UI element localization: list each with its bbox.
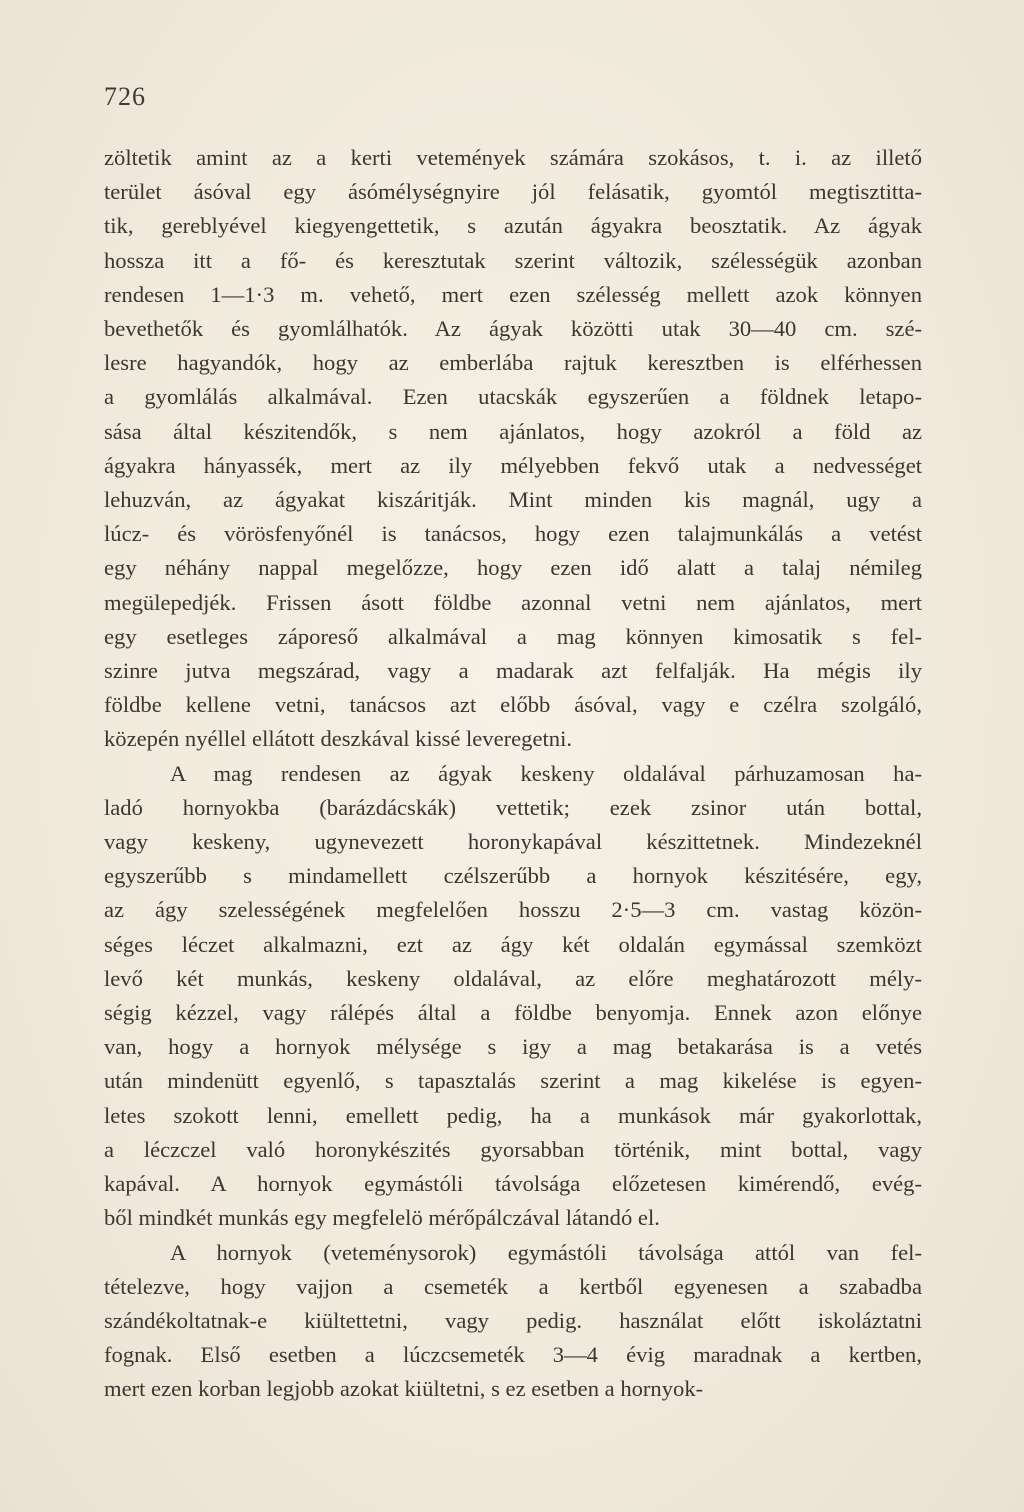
page-number: 726: [104, 82, 146, 111]
text-line: levő két munkás, keskeny oldalával, az előre meghatározott mély-: [104, 965, 922, 991]
paragraph: [104, 757, 922, 1236]
text-line: ladó hornyokba (barázdácskák) vettetik; ezek zsinor után bottal,: [104, 794, 922, 820]
text-line: fognak. Első esetben a lúczcsemeték 3—4 évig maradnak a kertben,: [104, 1342, 922, 1368]
text-line: ágyakra hányassék, mert az ily mélyebben fekvő utak a nedvességet: [104, 452, 922, 478]
text-line: a gyomlálás alkalmával. Ezen utacskák egyszerűen a földnek letapo-: [104, 384, 922, 410]
text-line: az ágy szelességének megfelelően hosszu 2·5—3 cm. vastag közön-: [104, 897, 922, 923]
text-line: a léczczel való horonykészités gyorsabban történik, mint bottal, vagy: [104, 1136, 922, 1162]
text-line: rendesen 1—1·3 m. vehető, mert ezen szélesség mellett azok könnyen: [104, 281, 922, 307]
text-line: egy néhány nappal megelőzze, hogy ezen idő alatt a talaj némileg: [104, 555, 922, 581]
text-line: vagy keskeny, ugynevezett horonykapával készittetnek. Mindezeknél: [104, 829, 922, 855]
text-line: letes szokott lenni, emellett pedig, ha a munkások már gyakorlottak,: [104, 1102, 922, 1128]
body-text: [104, 141, 922, 1407]
text-line: megülepedjék. Frissen ásott földbe azonnal vetni nem ajánlatos, mert: [104, 589, 922, 615]
paragraph: [104, 141, 922, 757]
text-line: ből mindkét munkás egy megfelelö mérőpálczával látandó el.: [104, 1205, 660, 1231]
text-line: hossza itt a fő- és keresztutak szerint változik, szélességük azonban: [104, 247, 922, 273]
text-line: közepén nyéllel ellátott deszkával kissé leveregetni.: [104, 726, 573, 752]
text-line: szinre jutva megszárad, vagy a madarak azt felfalják. Ha mégis ily: [104, 658, 922, 684]
text-line: ségig kézzel, vagy rálépés által a földbe benyomja. Ennek azon előnye: [104, 1000, 922, 1026]
text-line: lehuzván, az ágyakat kiszáritják. Mint minden kis magnál, ugy a: [104, 487, 922, 513]
text-line: kapával. A hornyok egymástóli távolsága előzetesen kimérendő, evég-: [104, 1171, 922, 1197]
text-line: terület ásóval egy ásómélységnyire jól felásatik, gyomtól megtisztitta-: [104, 179, 922, 205]
text-line: A mag rendesen az ágyak keskeny oldalával párhuzamosan ha-: [170, 760, 922, 786]
text-line: tételezve, hogy vajjon a csemeték a kertből egyenesen a szabadba: [104, 1273, 922, 1299]
text-line: egy esetleges záporeső alkalmával a mag könnyen kimosatik s fel-: [104, 623, 922, 649]
text-line: lesre hagyandók, hogy az emberlába rajtuk keresztben is elférhessen: [104, 350, 922, 376]
text-line: után mindenütt egyenlő, s tapasztalás szerint a mag kikelése is egyen-: [104, 1068, 922, 1094]
text-line: lúcz- és vörösfenyőnél is tanácsos, hogy ezen talajmunkálás a vetést: [104, 521, 922, 547]
text-line: egyszerűbb s mindamellett czélszerűbb a hornyok készitésére, egy,: [104, 863, 922, 889]
text-line: földbe kellene vetni, tanácsos azt előbb ásóval, vagy e czélra szolgáló,: [104, 692, 922, 718]
text-line: tik, gereblyével kiegyengettetik, s azután ágyakra beosztatik. Az ágyak: [104, 213, 922, 239]
text-line: séges léczet alkalmazni, ezt az ágy két oldalán egymással szemközt: [104, 931, 922, 957]
text-line: zöltetik amint az a kerti vetemények számára szokásos, t. i. az illető: [104, 145, 922, 170]
text-line: sása által készitendők, s nem ajánlatos, hogy azokról a föld az: [104, 418, 922, 444]
text-line: bevethetők és gyomlálhatók. Az ágyak közötti utak 30—40 cm. szé-: [104, 316, 922, 342]
text-line: van, hogy a hornyok mélysége s igy a mag betakarása is a vetés: [104, 1034, 922, 1060]
text-line: mert ezen korban legjobb azokat kiültetni, s ez esetben a hornyok-: [104, 1376, 704, 1402]
text-line: szándékoltatnak-e kiültettetni, vagy pedig. használat előtt iskoláztatni: [104, 1307, 922, 1333]
paragraph: [104, 1236, 922, 1407]
text-line: A hornyok (veteménysorok) egymástóli távolsága attól van fel-: [170, 1239, 922, 1265]
